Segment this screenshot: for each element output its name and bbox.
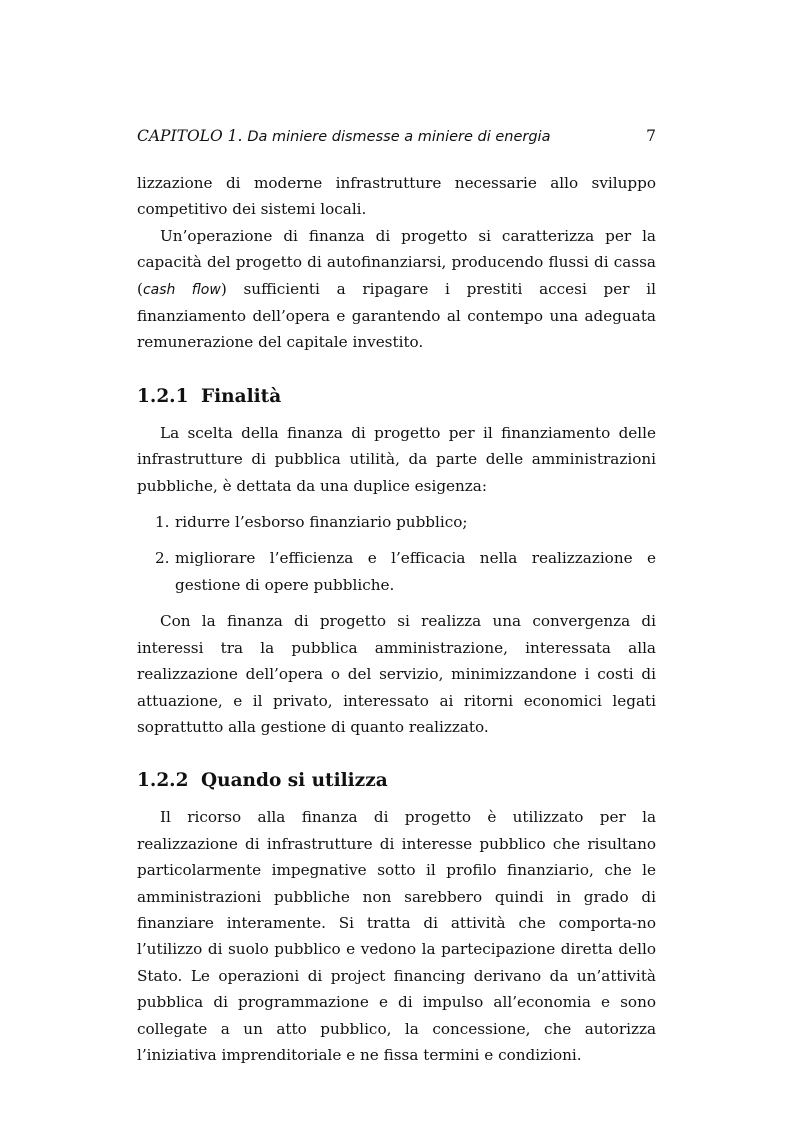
section-number: 1.2.1 bbox=[137, 385, 189, 407]
chapter-title: Da miniere dismesse a miniere di energia bbox=[247, 129, 551, 145]
paragraph-text-a: Un’operazione di finanza di progetto si caratterizza per la capacità del progetto di autofinanziarsi, producendo flussi di cassa ( bbox=[137, 226, 656, 298]
section-2-body: Il ricorso alla finanza di progetto è utilizzato per la realizzazione di infrastrutture di interesse pubblico che risultano particolarmente impegnative sotto il profilo finanziario, che le amministrazioni pubbliche non sarebbero quindi in grado di finanziare interamente. Si tratta di attività che comporta-no l’utilizzo di suolo pubblico e vedono la partecipazione diretta dello Stato. Le operazioni di project financing derivano da un’attività pubblica di programmazione e di impulso all’economia e sono collegate a un atto pubblico, la concessione, che autorizza l’iniziativa imprenditoriale e ne fissa termini e condizioni. bbox=[137, 808, 656, 1064]
list-item bbox=[137, 509, 656, 535]
list-item-text: ridurre l’esborso finanziario pubblico; bbox=[175, 513, 468, 532]
paragraph-text-b: ) sufficienti a ripagare i prestiti accesi per il finanziamento dell’opera e garantendo al contempo una adeguata remunerazione del capitale investito. bbox=[137, 279, 656, 352]
list-item bbox=[137, 545, 656, 598]
section-1-intro: La scelta della finanza di progetto per il finanziamento delle infrastrutture di pubblica utilità, da parte delle amministrazioni pubbliche, è dettata da una duplice esigenza: bbox=[137, 423, 656, 495]
section-number: 1.2.2 bbox=[137, 770, 189, 792]
paragraph-project-finance bbox=[137, 223, 656, 356]
chapter-label: CAPITOLO 1. bbox=[137, 127, 243, 145]
section-heading-finalita bbox=[137, 384, 656, 410]
section-title: Quando si utilizza bbox=[201, 770, 388, 792]
numbered-list bbox=[137, 509, 656, 598]
section-1-conclusion: Con la finanza di progetto si realizza una convergenza di interessi tra la pubblica amministrazione, interessata alla realizzazione dell’opera o del servizio, minimizzandone i costi di attuazione, e il privato, interessato ai ritorni economici legati soprattutto alla gestione di quanto realizzato. bbox=[137, 612, 656, 736]
paragraph-continuation: lizzazione di moderne infrastrutture necessarie allo sviluppo competitivo dei sistemi locali. bbox=[137, 174, 656, 219]
list-item-text: migliorare l’efficienza e l’efficacia nella realizzazione e gestione di opere pubbliche. bbox=[175, 549, 656, 594]
list-marker: 2. bbox=[155, 549, 170, 568]
running-header bbox=[137, 127, 656, 149]
chapter-heading bbox=[137, 127, 550, 145]
section-title: Finalità bbox=[201, 385, 282, 407]
page-number: 7 bbox=[646, 127, 656, 145]
body-text bbox=[137, 170, 656, 1068]
list-marker: 1. bbox=[155, 513, 170, 532]
emphasis-cash-flow: cash flow bbox=[142, 281, 221, 298]
section-heading-quando-si-utilizza bbox=[137, 768, 656, 794]
